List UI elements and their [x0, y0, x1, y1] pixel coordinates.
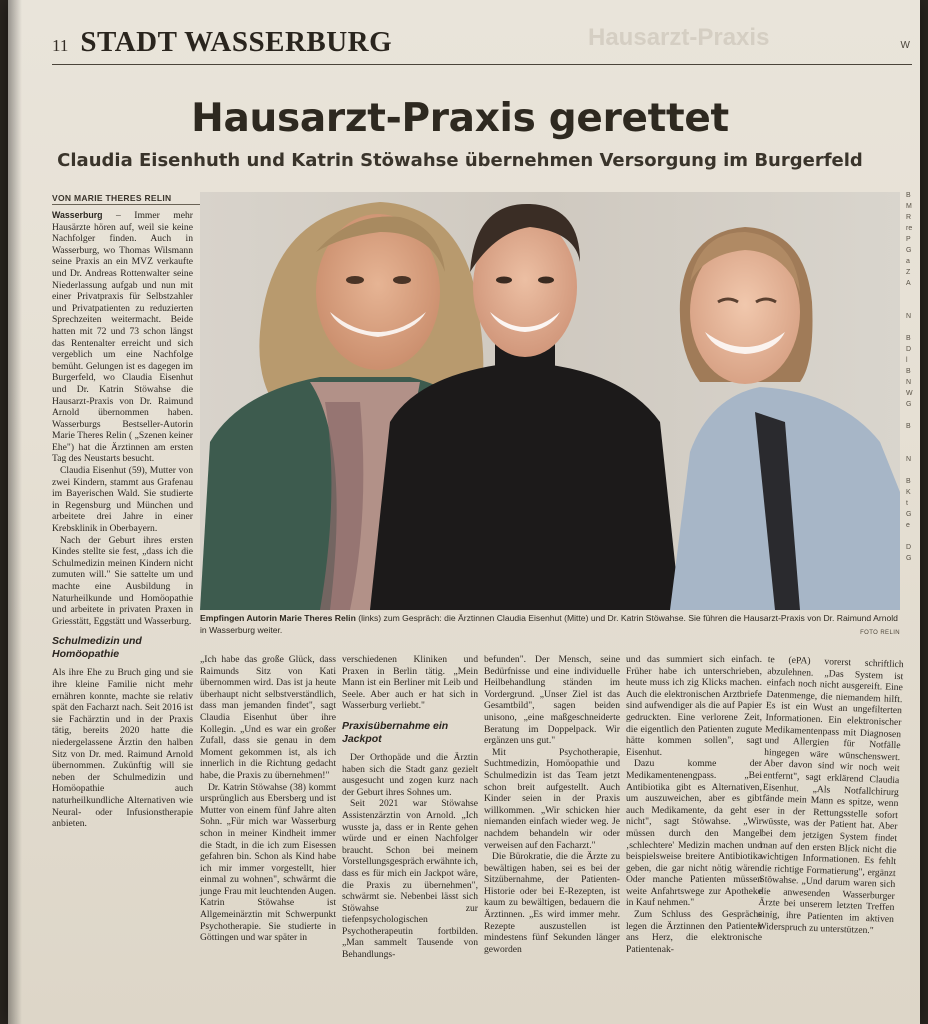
- edge-fragment: B: [906, 192, 911, 199]
- edge-fragment: [906, 531, 920, 542]
- edge-fragment: Z: [906, 269, 911, 276]
- edge-fragment: G: [906, 401, 912, 408]
- photo-credit: FOTO RELIN: [860, 630, 900, 636]
- article-photo: [200, 192, 900, 610]
- header-right-fragment: W: [900, 40, 910, 51]
- edge-fragment: [906, 443, 920, 454]
- article-column-6: [757, 654, 904, 936]
- paragraph: „Ich habe das große Glück, dass Raimunds Sitz von Kati übernommen wird. Das ist ja heute überhaupt nicht selbstverständlich, dass man jemanden findet", sagt Claudia Eisenhut über ihre Kollegin. „Und es war ein großer Zufall, dass sie genau in dem Moment gekommen ist, als ich innerlich in die Richtung gedacht habe, die Praxis zu übernehmen!": [200, 654, 336, 781]
- paragraph: te (ePA) vorerst schriftlich abzulehnen. „Das System ist einfach noch nicht ausgereift. Eine Datenmenge, die niemandem hilft. Es ist ein Wust an ungefilterten Informationen. Ein elektronischer Medikamentenpass mit Diagnosen und Allergien für Notfälle hingegen wäre wünschenswert. Aber davon sind wir noch weit entfernt", sagt erklärend Claudia Eisenhut. „Als Notfallchirurg fände mein Mann es spitze, wenn er in der Rettungsstelle sofort wüsste, was der Patient hat. Aber bei dem jetzigen System findet man auf den ersten Blick nicht die wichtigen Informationen. Es fehlt die richtige Formatierung", ergänzt Stöwahse. „Und darum waren sich die anwesenden Wasserburger Ärzte bei unserem letzten Treffen einig, ihre Patienten im aktiven Widerspruch zu unterstützen.": [757, 654, 904, 936]
- photo-illustration: [200, 192, 900, 610]
- article-byline: VON MARIE THERES RELIN: [52, 193, 172, 203]
- paragraph: Seit 2021 war Stöwahse Assistenzärztin von Arnold. „Ich wusste ja, dass er in Rente gehen würde und er einen Nachfolger braucht. Schon bei meinem Vorstellungsgespräch erwähnte ich, dass es für mich ein Jackpot wäre, die Praxis zu übernehmen", schwärmt sie. Nebenbei lässt sich Stöwahse zur tiefenpsychologischen Psychotherapeutin fortbilden. „Man sammelt Tausende von Behandlungs-: [342, 798, 478, 961]
- page-number: 11: [52, 36, 69, 55]
- article-column-5: [626, 654, 762, 955]
- paragraph: verschiedenen Kliniken und Praxen in Berlin tätig. „Mein Mann ist ein Berliner mit Leib und Seele. Aber auch er hat sich in Wasserburg verliebt.": [342, 654, 478, 712]
- edge-fragment: P: [906, 236, 911, 243]
- byline-rule: [52, 204, 200, 205]
- article-column-2: [200, 654, 336, 944]
- edge-fragment: G: [906, 511, 912, 518]
- article-column-4: [484, 654, 620, 955]
- edge-fragment: R: [906, 214, 912, 221]
- subheading: Schulmedizin und Homöopathie: [52, 635, 142, 661]
- edge-fragment: D: [906, 544, 912, 551]
- paragraph: Zum Schluss des Gesprächs legen die Ärztinnen den Patienten ans Herz, die elektronische Patientenak-: [626, 909, 762, 955]
- edge-fragment: G: [906, 555, 912, 562]
- edge-fragment: D: [906, 346, 912, 353]
- paragraph: Dazu komme der Medikamentenengpass. „Bei Antibiotika gibt es Alternativen, um auszuweichen, aber es gibt auch Medikamente, da geht es nicht", sagt Stöwahse. „Wir müssen durch den Mangel ‚schlechtere' Medizin machen und beispielsweise breitere Antibiotika geben, die gar nicht nötig wären. Oder manche Patienten müssen weite Anfahrtswege zur Apotheke in Kauf nehmen.": [626, 758, 762, 909]
- edge-fragment: A: [906, 280, 911, 287]
- paragraph: Claudia Eisenhut (59), Mutter von zwei Kindern, stammt aus Grafenau im Bayerischen Wald. Sie studierte in Regensburg und München und arbeitete drei Jahre in einer Krebsklinik in Oberbayern.: [52, 465, 193, 535]
- edge-fragment: B: [906, 335, 911, 342]
- caption-bold: Empfingen Autorin Marie Theres Relin: [200, 613, 356, 623]
- paragraph: Nach der Geburt ihres ersten Kindes stellte sie fest, „dass ich die Schulmedizin meinen Kindern nicht zumuten will." Sie sattelte um und machte eine Ausbildung in Naturheilkunde und Homöopathie und arbeitete in privaten Praxen in Griesstätt, Eggstätt und Wasserburg.: [52, 534, 193, 627]
- header-rule: [52, 64, 912, 65]
- dateline: Wasserburg: [52, 210, 103, 220]
- paragraph: Die Bürokratie, die die Ärzte zu bewältigen haben, sei es bei der Sitzübernahme, der Patienten-Historie oder bei E-Rezepten, ist kaum zu bewältigen, bedauern die Ärztinnen. „Es wird immer mehr. Rezepte auszustellen ist mindestens fünf Sekunden länger geworden: [484, 851, 620, 955]
- edge-fragment: G: [906, 247, 912, 254]
- paragraph: und das summiert sich einfach. Früher habe ich unterschrieben, heute muss ich zig Klicks machen. Auch die elektronischen Arztbriefe sind aufwendiger als die auf Papier gedruckten. Eine verlorene Zeit, die eigentlich den Patienten zugute hätte kommen sollen", sagt Eisenhut.: [626, 654, 762, 758]
- article-column-3: [342, 654, 478, 961]
- edge-fragment: K: [906, 489, 911, 496]
- edge-fragment: M: [906, 203, 912, 210]
- edge-fragment: e: [906, 522, 910, 529]
- section-title: STADT WASSERBURG: [80, 26, 393, 58]
- edge-fragment: B: [906, 368, 911, 375]
- paragraph: [52, 210, 193, 465]
- edge-fragment: B: [906, 478, 911, 485]
- edge-fragment: re: [906, 225, 913, 232]
- show-through-text: Hausarzt-Praxis: [588, 24, 770, 51]
- article-headline: Hausarzt-Praxis gerettet: [191, 96, 729, 141]
- paragraph-text: – Immer mehr Hausärzte hören auf, weil sie keine Nachfolger finden. Auch in Wasserburg, wo Thomas Wilsmann seine Praxis an ein MVZ verkaufte und Dr. Andreas Rottenwalter seine Niederlassung aufgab und nun mit einer Privatpraxis für Selbstzahler und Privatpatienten zu reduzierten Sprechzeiten weitermacht. Beide hatten mit 72 und 73 schon längst das Rentenalter erreicht und sich vergeblich um eine Nachfolge bemüht. Gelungen ist es dagegen im Burgerfeld, wo Claudia Eisenhut und Dr. Katrin Stöwahse die Hausarzt-Praxis von Dr. Raimund Arnold übernommen haben. Wasserburgs Bestseller-Autorin Marie Theres Relin ( „Szenen keiner Ehe") hat die Ärztinnen am ersten Tag des Neustarts besucht.: [52, 210, 193, 465]
- newspaper-page: [8, 0, 920, 1024]
- edge-fragment: W: [906, 390, 913, 397]
- paragraph: Dr. Katrin Stöwahse (38) kommt ursprünglich aus Ebersberg und ist Mutter von einem fünf Jahre alten Sohn. „Für mich war Wasserburg schon in meiner Kindheit immer die Stadt, in die ich zum Eisessen gefahren bin. Schon als Kind habe ich mir immer vorgestellt, hier einmal zu wohnen", schwärmt die junge Frau mit leuchtenden Augen. Katrin Stöwahse ist Allgemeinärztin mit Schwerpunkt Psychotherapie. Sie studierte in Göttingen und war später in: [200, 781, 336, 944]
- edge-fragment: [906, 465, 920, 476]
- edge-fragment: t: [906, 500, 908, 507]
- edge-fragment: [906, 432, 920, 443]
- subheading: Praxisübernahme ein Jackpot: [342, 719, 449, 745]
- page-header: [52, 26, 392, 60]
- paragraph: Mit Psychotherapie, Suchtmedizin, Homöopathie und Schulmedizin ist das Team jetzt schon breit aufgestellt. Auch Kinder seien in der Praxis willkommen. „Wir schicken hier niemanden einfach wieder weg. Je nachdem behandeln wir oder verweisen auf den Facharzt.": [484, 746, 620, 851]
- column-content: [757, 654, 904, 937]
- edge-fragment: N: [906, 379, 912, 386]
- edge-fragment: a: [906, 258, 910, 265]
- edge-fragment: [906, 410, 920, 421]
- edge-fragment: N: [906, 313, 912, 320]
- edge-fragment: B: [906, 423, 911, 430]
- paragraph: Der Orthopäde und die Ärztin haben sich die Stadt ganz gezielt ausgesucht und zogen kurz nach der Geburt ihres Sohnes um.: [342, 751, 478, 798]
- adjacent-article-edge: [906, 190, 920, 564]
- caption-text: (links) zum Gespräch: die Ärztinnen Claudia Eisenhut (Mitte) und Dr. Katrin Stöwahse. Sie führen die Hausarzt-Praxis von Dr. Raimund Arnold in Wasserburg weiter.: [200, 613, 898, 635]
- edge-fragment: N: [906, 456, 912, 463]
- edge-fragment: [906, 300, 920, 311]
- edge-fragment: [906, 322, 920, 333]
- paragraph: Als ihre Ehe zu Bruch ging und sie ihre kleine Familie nicht mehr ernähren konnte, machte sie relativ spät den Facharzt nach. Seit 2016 ist sie Fachärztin und in der Praxis tätig, bereits 2020 hatte die niedergelassene Ärztin den halben Sitz von Dr. med. Raimund Arnold übernommen. Zukünftig will sie neben der Schulmedizin und Homöopathie auch naturheilkundliche Alternativen wie Neural- oder Infusionstherapie anbieten.: [52, 667, 193, 830]
- edge-fragment: [906, 289, 920, 300]
- article-subheadline: Claudia Eisenhuth und Katrin Stöwahse übernehmen Versorgung im Burgerfeld: [57, 150, 863, 171]
- article-column-1: [52, 210, 193, 830]
- edge-fragment: l: [906, 357, 908, 364]
- photo-caption: [200, 613, 900, 636]
- paragraph: befunden". Der Mensch, seine Bedürfnisse und eine individuelle Heilbehandlung ständen im Vordergrund. „Unser Ziel ist das Gesamtbild", sagen beiden unisono, „eine maßgeschneiderte Beratung im Doppelpack. Wir ergänzen uns gut.": [484, 654, 620, 747]
